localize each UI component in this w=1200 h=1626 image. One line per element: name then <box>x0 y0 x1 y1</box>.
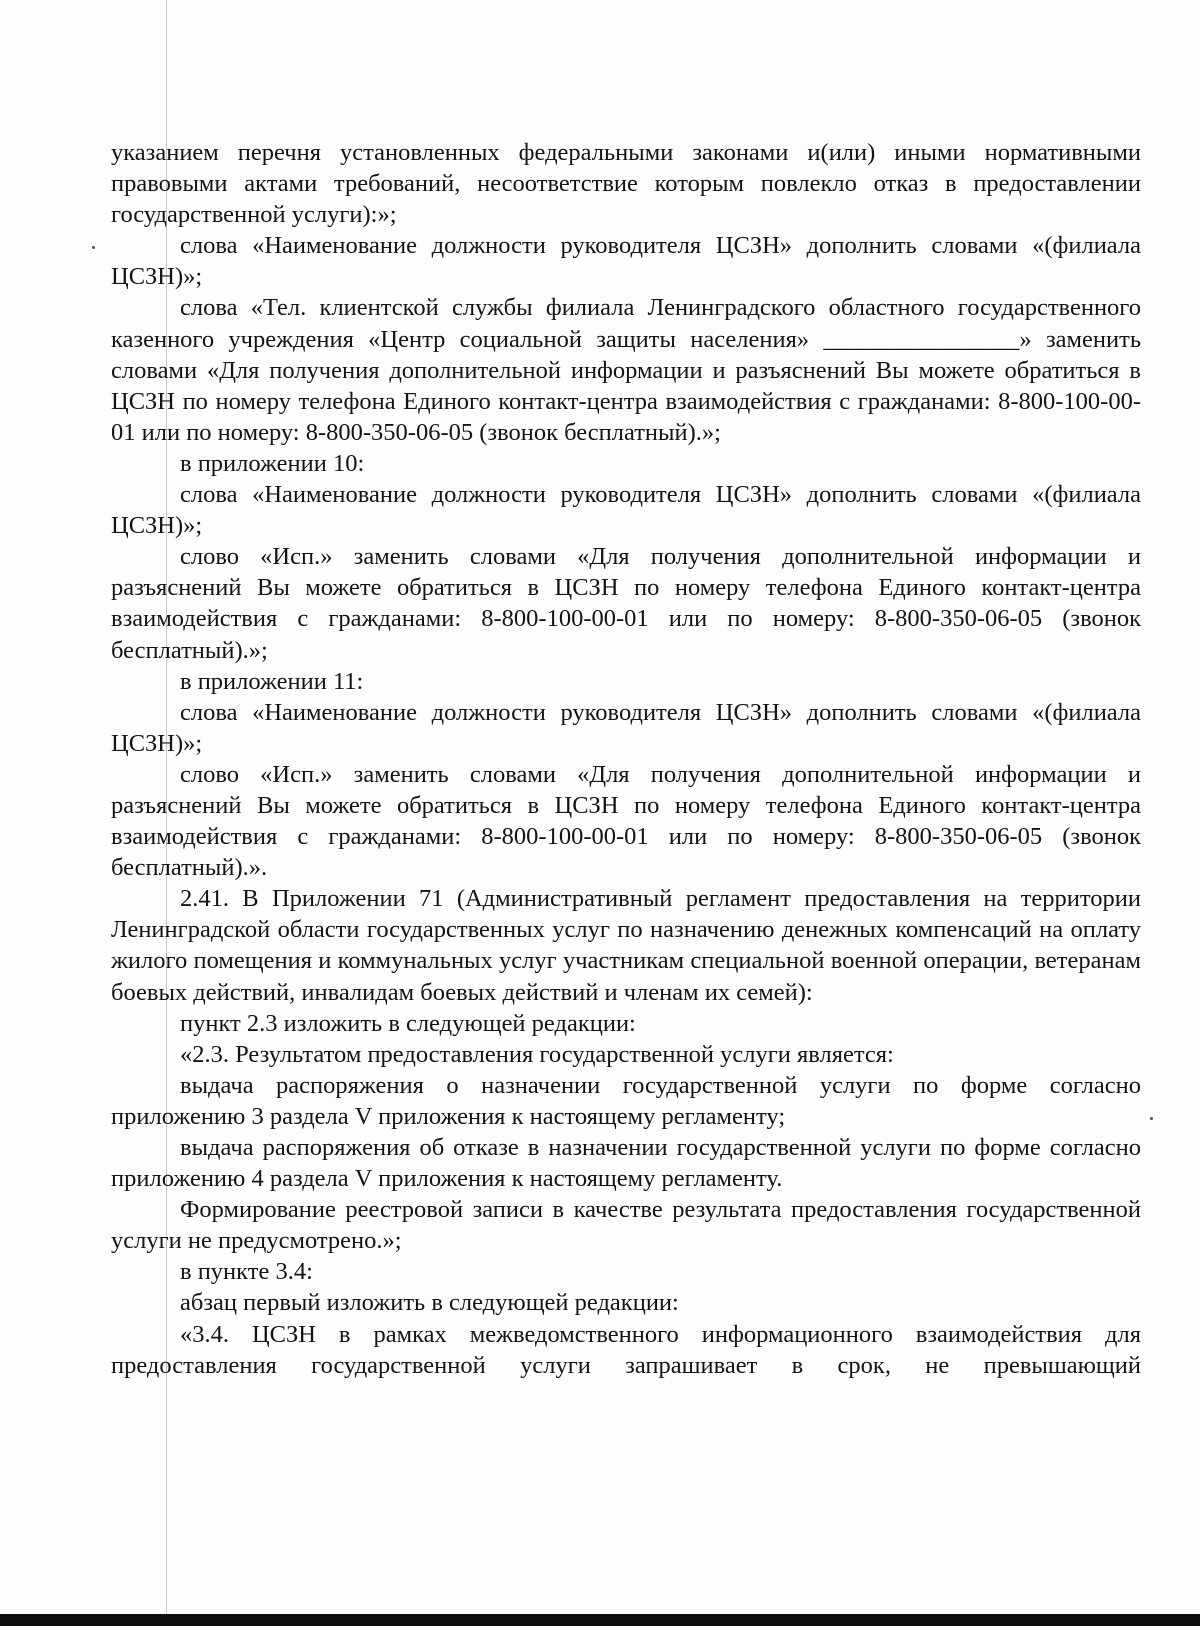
paragraph: выдача распоряжения о назначении государственной услуги по форме согласно приложению 3 раздела V приложения к настоящему регламенту; <box>111 1071 1141 1130</box>
paragraph: слова «Тел. клиентской службы филиала Ленинградского областного государственного казенного учреждения «Центр социальной защиты населения» ________________» заменить словами «Для получения дополнительной информации и разъяснений Вы можете обратиться в ЦСЗН по номеру телефона Единого контакт-центра взаимодействия с гражданами: 8-800-100-00-01 или по номеру: 8-800-350-06-05 (звонок бесплатный).»; <box>111 294 1141 446</box>
paragraph: «3.4. ЦСЗН в рамках межведомственного информационного взаимодействия для предоставления государственной услуги запрашивает в срок, не превышающий <box>111 1320 1141 1379</box>
paragraph: в приложении 11: <box>180 667 364 695</box>
paragraph: пункт 2.3 изложить в следующей редакции: <box>180 1009 636 1037</box>
paragraph: слова «Наименование должности руководителя ЦСЗН» дополнить словами «(филиала ЦСЗН)»; <box>111 481 1141 540</box>
paragraph: в пункте 3.4: <box>180 1258 313 1286</box>
paragraph: слова «Наименование должности руководителя ЦСЗН» дополнить словами «(филиала ЦСЗН)»; <box>111 232 1141 291</box>
paragraph: выдача распоряжения об отказе в назначении государственной услуги по форме согласно приложению 4 раздела V приложения к настоящему регламенту. <box>111 1134 1141 1193</box>
paragraph: 2.41. В Приложении 71 (Административный регламент предоставления на территории Ленинградской области государственных услуг по назначению денежных компенсаций на оплату жилого помещения и коммунальных услуг участникам специальной военной операции, ветеранам боевых действий, инвалидам боевых действий и членам их семей): <box>111 885 1141 1006</box>
scan-speck <box>92 246 95 249</box>
paragraph: «2.3. Результатом предоставления государственной услуги является: <box>180 1040 894 1068</box>
paragraph: Формирование реестровой записи в качестве результата предоставления государственной услуги не предусмотрено.»; <box>111 1196 1141 1255</box>
paragraph: слово «Исп.» заменить словами «Для получения дополнительной информации и разъяснений Вы можете обратиться в ЦСЗН по номеру телефона Единого контакт-центра взаимодействия с гражданами: 8-800-100-00-01 или по номеру: 8-800-350-06-05 (звонок бесплатный).»; <box>111 543 1141 664</box>
paragraph: указанием перечня установленных федеральными законами и(или) иными нормативными правовыми актами требований, несоответствие которым повлекло отказ в предоставлении государственной услуги):»; <box>111 139 1141 229</box>
paragraph: в приложении 10: <box>180 449 365 477</box>
document-body <box>111 137 1141 1381</box>
scan-speck <box>1150 1117 1153 1120</box>
paragraph: слова «Наименование должности руководителя ЦСЗН» дополнить словами «(филиала ЦСЗН)»; <box>111 698 1141 757</box>
scan-bottom-edge <box>0 1614 1200 1626</box>
paragraph: абзац первый изложить в следующей редакции: <box>180 1289 679 1317</box>
paragraph: слово «Исп.» заменить словами «Для получения дополнительной информации и разъяснений Вы можете обратиться в ЦСЗН по номеру телефона Единого контакт-центра взаимодействия с гражданами: 8-800-100-00-01 или по номеру: 8-800-350-06-05 (звонок бесплатный).». <box>111 760 1141 882</box>
